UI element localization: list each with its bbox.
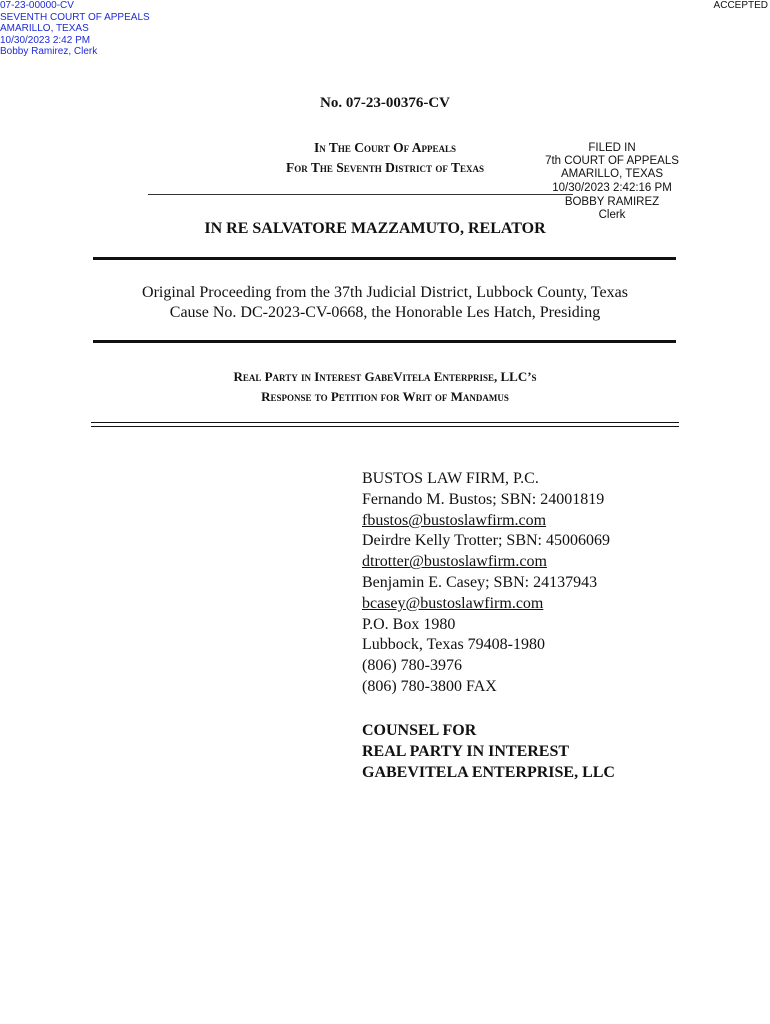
court-line-1: In The Court Of Appeals (314, 140, 456, 155)
divider (148, 194, 573, 195)
origin-line-1: Original Proceeding from the 37th Judicial District, Lubbock County, Texas (142, 284, 628, 301)
email-link[interactable]: fbustos@bustoslawfirm.com (362, 511, 547, 529)
electronic-filing-stamp (0, 0, 150, 58)
divider (91, 422, 679, 427)
stamp-court: SEVENTH COURT OF APPEALS (0, 11, 150, 23)
document-title (0, 367, 770, 407)
filed-stamp-line: Clerk (598, 209, 626, 221)
filed-stamp-line: 7th COURT OF APPEALS (545, 155, 679, 167)
stamp-location: AMARILLO, TEXAS (0, 23, 89, 34)
filed-stamp-line: FILED IN (588, 142, 636, 154)
divider (93, 340, 676, 343)
counsel-designation (362, 721, 615, 783)
accepted-label: ACCEPTED (713, 0, 768, 11)
po-box: P.O. Box 1980 (362, 615, 456, 633)
counsel-line-2: REAL PARTY IN INTEREST (362, 742, 570, 760)
stamp-case-number: 07-23-00000-CV (0, 0, 74, 11)
court-heading (215, 138, 555, 178)
counsel-signature-block (362, 469, 610, 698)
stamp-clerk: Bobby Ramirez, Clerk (0, 46, 98, 57)
firm-name: BUSTOS LAW FIRM, P.C. (362, 470, 539, 487)
origin-proceeding (0, 283, 770, 323)
email-link[interactable]: dtrotter@bustoslawfirm.com (362, 553, 547, 571)
filed-stamp-line: AMARILLO, TEXAS (560, 168, 664, 180)
relator-heading: IN RE SALVATORE MAZZAMUTO, RELATOR (204, 220, 546, 237)
attorney: Deirdre Kelly Trotter; SBN: 45006069 (362, 532, 610, 550)
court-line-2: For The Seventh District of Texas (286, 160, 484, 175)
city-address: Lubbock, Texas 79408-1980 (362, 636, 545, 654)
attorney: Fernando M. Bustos; SBN: 24001819 (362, 490, 605, 508)
title-line-1: Real Party in Interest GabeVitela Enterprise, LLC’s (233, 369, 537, 384)
phone: (806) 780-3976 (362, 657, 462, 675)
filed-stamp (532, 142, 692, 222)
counsel-line-3: GABEVITELA ENTERPRISE, LLC (362, 763, 615, 781)
email-link[interactable]: bcasey@bustoslawfirm.com (362, 594, 544, 612)
origin-line-2: Cause No. DC-2023-CV-0668, the Honorable Les Hatch, Presiding (169, 304, 601, 321)
stamp-datetime: 10/30/2023 2:42 PM (0, 34, 91, 46)
case-number: No. 07-23-00376-CV (320, 95, 450, 111)
divider (93, 257, 676, 260)
fax: (806) 780-3800 FAX (362, 677, 497, 695)
counsel-line-1: COUNSEL FOR (362, 722, 477, 739)
attorney: Benjamin E. Casey; SBN: 24137943 (362, 573, 598, 591)
filed-stamp-line: BOBBY RAMIREZ (564, 196, 660, 208)
filed-stamp-line: 10/30/2023 2:42:16 PM (552, 182, 672, 194)
title-line-2: Response to Petition for Writ of Mandamus (261, 389, 509, 404)
